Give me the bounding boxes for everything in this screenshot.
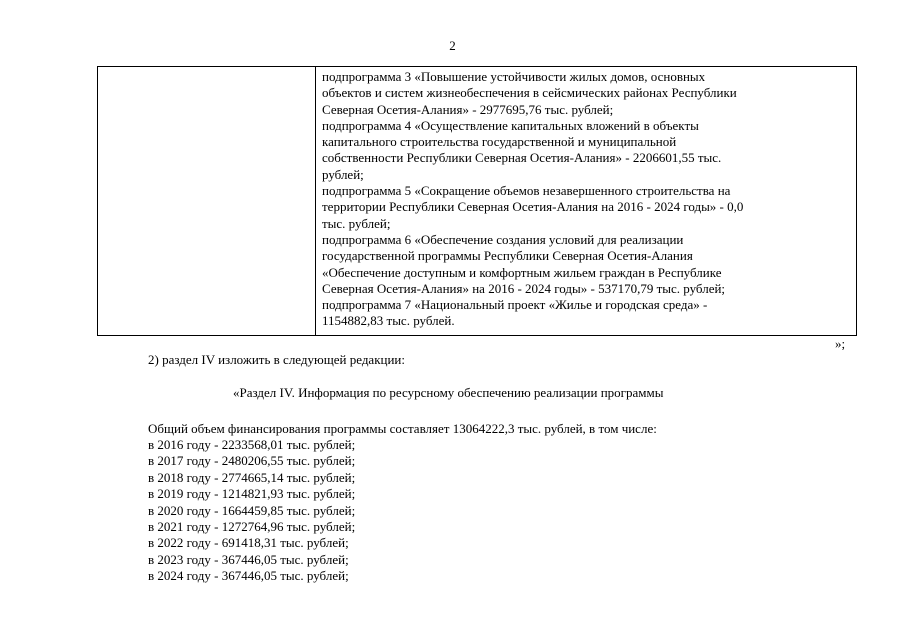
table-text-line: собственности Республики Северная Осетия-Алания» - 2206601,55 тыс. <box>322 150 722 166</box>
table-text-line: подпрограмма 4 «Осуществление капитальных вложений в объекты <box>322 117 699 133</box>
table-text-line: территории Республики Северная Осетия-Алания на 2016 - 2024 годы» - 0,0 <box>322 199 744 215</box>
table-text-line: 1154882,83 тыс. рублей. <box>322 313 455 329</box>
year-item: в 2024 году - 367446,05 тыс. рублей; <box>148 568 349 584</box>
subprogram-table <box>97 66 857 336</box>
year-item: в 2023 году - 367446,05 тыс. рублей; <box>148 551 349 567</box>
year-item: в 2018 году - 2774665,14 тыс. рублей; <box>148 469 356 485</box>
page-number: 2 <box>449 38 456 53</box>
section-title: «Раздел IV. Информация по ресурсному обеспечению реализации программы <box>233 385 664 400</box>
year-item: в 2017 году - 2480206,55 тыс. рублей; <box>148 453 356 469</box>
year-item: в 2016 году - 2233568,01 тыс. рублей; <box>148 437 356 452</box>
table-text-line: тыс. рублей; <box>322 215 391 231</box>
table-text-line: «Обеспечение доступным и комфортным жильем граждан в Республике <box>322 264 722 280</box>
table-text-line: подпрограмма 6 «Обеспечение создания условий для реализации <box>322 231 684 247</box>
section-intro: 2) раздел IV изложить в следующей редакции: <box>148 352 405 367</box>
total-financing: Общий объем финансирования программы составляет 13064222,3 тыс. рублей, в том числе: <box>148 421 657 436</box>
year-item: в 2019 году - 1214821,93 тыс. рублей; <box>148 486 356 502</box>
yearly-financing-list <box>148 437 355 585</box>
table-text-line: государственной программы Республики Северная Осетия-Алания <box>322 248 693 264</box>
year-item: в 2021 году - 1272764,96 тыс. рублей; <box>148 519 356 535</box>
closing-quote: »; <box>835 336 846 351</box>
table-text-line: подпрограмма 7 «Национальный проект «Жилье и городская среда» - <box>322 297 708 313</box>
table-text-line: рублей; <box>322 166 364 182</box>
year-item: в 2022 году - 691418,31 тыс. рублей; <box>148 535 349 551</box>
table-text-line: подпрограмма 3 «Повышение устойчивости жилых домов, основных <box>322 69 706 84</box>
year-item: в 2020 году - 1664459,85 тыс. рублей; <box>148 502 356 518</box>
table-text-line: объектов и систем жизнеобеспечения в сейсмических районах Республики <box>322 85 737 101</box>
table-text-line: подпрограмма 5 «Сокращение объемов незавершенного строительства на <box>322 183 731 199</box>
table-left-cell <box>98 67 316 335</box>
table-text-line: Северная Осетия-Алания» на 2016 - 2024 годы» - 537170,79 тыс. рублей; <box>322 280 726 296</box>
table-text-line: Северная Осетия-Алания» - 2977695,76 тыс. рублей; <box>322 101 614 117</box>
table-right-cell <box>316 67 856 335</box>
table-text-line: капитального строительства государственной и муниципальной <box>322 134 677 150</box>
